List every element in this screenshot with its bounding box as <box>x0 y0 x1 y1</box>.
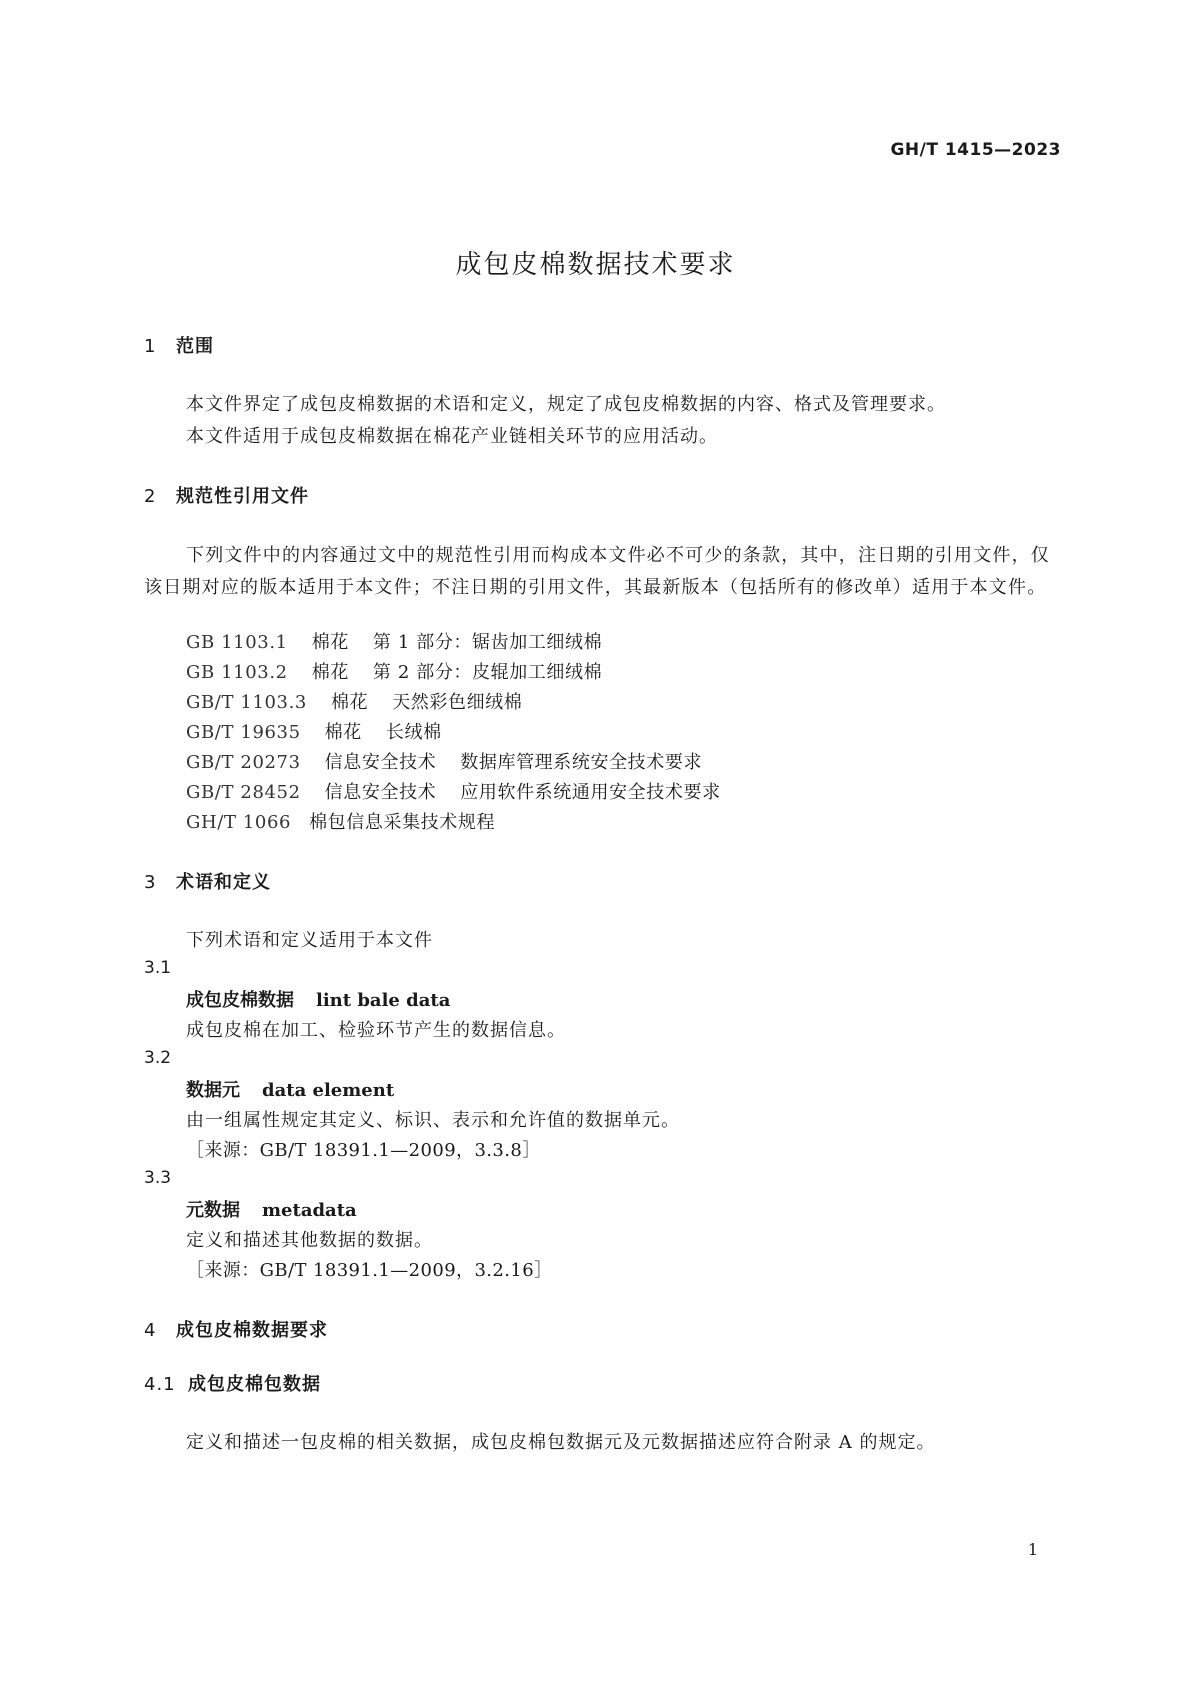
term-number: 3.1 <box>144 958 172 978</box>
term-source: ［来源：GB/T 18391.1—2009，3.3.8］ <box>186 1140 541 1161</box>
document-title: 成包皮棉数据技术要求 <box>455 250 736 280</box>
term-number: 3.3 <box>144 1168 172 1188</box>
paragraph: 定义和描述一包皮棉的相关数据，成包皮棉包数据元及元数据描述应符合附录 A 的规定。 <box>186 1432 936 1453</box>
reference-item <box>186 748 702 774</box>
section-title: 范围 <box>176 336 214 357</box>
reference-part: 第 1 部分：锯齿加工细绒棉 <box>372 632 603 653</box>
reference-part: 应用软件系统通用安全技术要求 <box>460 782 721 803</box>
term-source: ［来源：GB/T 18391.1—2009，3.2.16］ <box>186 1260 553 1281</box>
term-zh: 元数据 <box>186 1200 240 1221</box>
section-title: 规范性引用文件 <box>176 486 309 507</box>
term-definition: 定义和描述其他数据的数据。 <box>186 1230 433 1251</box>
subsection-title: 成包皮棉包数据 <box>188 1374 321 1395</box>
term-zh: 成包皮棉数据 <box>186 990 294 1011</box>
page-number: 1 <box>1027 1540 1038 1559</box>
paragraph: 本文件界定了成包皮棉数据的术语和定义，规定了成包皮棉数据的内容、格式及管理要求。 <box>186 394 946 415</box>
reference-name: 信息安全技术 <box>324 752 437 773</box>
section-title: 术语和定义 <box>176 872 271 893</box>
reference-item <box>186 778 721 804</box>
reference-code: GB 1103.1 <box>186 632 288 653</box>
reference-name: 信息安全技术 <box>324 782 437 803</box>
reference-name: 棉花 <box>311 632 349 653</box>
term-en: data element <box>262 1080 395 1101</box>
reference-code: GB 1103.2 <box>186 662 288 683</box>
section-4-heading <box>144 1316 328 1342</box>
term-zh: 数据元 <box>186 1080 240 1101</box>
reference-part: 长绒棉 <box>385 722 442 743</box>
reference-name: 棉花 <box>311 662 349 683</box>
reference-name: 棉花 <box>324 722 362 743</box>
reference-part: 数据库管理系统安全技术要求 <box>460 752 703 773</box>
section-number: 2 <box>144 486 157 507</box>
reference-code: GH/T 1066 <box>186 812 292 833</box>
paragraph: 下列术语和定义适用于本文件 <box>186 930 433 951</box>
reference-item <box>186 718 442 744</box>
term-heading <box>186 1196 357 1222</box>
section-number: 3 <box>144 872 157 893</box>
reference-name: 棉花 <box>330 692 369 713</box>
subsection-number: 4.1 <box>144 1374 176 1395</box>
reference-item <box>186 628 602 654</box>
section-1-heading <box>144 332 214 358</box>
reference-part: 第 2 部分：皮辊加工细绒棉 <box>372 662 603 683</box>
reference-part: 天然彩色细绒棉 <box>392 692 523 713</box>
reference-item <box>186 808 495 834</box>
reference-item <box>186 688 522 714</box>
section-number: 1 <box>144 336 157 357</box>
reference-code: GB/T 28452 <box>186 782 301 803</box>
section-title: 成包皮棉数据要求 <box>176 1320 328 1341</box>
section-3-heading <box>144 868 271 894</box>
term-heading <box>186 986 450 1012</box>
term-number: 3.2 <box>144 1048 172 1068</box>
term-heading <box>186 1076 394 1102</box>
section-2-heading <box>144 482 309 508</box>
reference-code: GB/T 20273 <box>186 752 301 773</box>
term-en: lint bale data <box>316 990 451 1011</box>
term-definition: 由一组属性规定其定义、标识、表示和允许值的数据单元。 <box>186 1110 680 1131</box>
section-number: 4 <box>144 1320 157 1341</box>
paragraph: 下列文件中的内容通过文中的规范性引用而构成本文件必不可少的条款，其中，注日期的引用文件，仅该日期对应的版本适用于本文件；不注日期的引用文件，其最新版本（包括所有的修改单）适用于本文件。 <box>144 545 1050 598</box>
term-en: metadata <box>262 1200 357 1221</box>
reference-code: GB/T 1103.3 <box>186 692 307 713</box>
paragraph: 本文件适用于成包皮棉数据在棉花产业链相关环节的应用活动。 <box>186 426 718 447</box>
reference-name: 棉包信息采集技术规程 <box>309 812 496 833</box>
reference-item <box>186 658 602 684</box>
subsection-4-1-heading <box>144 1370 321 1396</box>
standard-number: GH/T 1415—2023 <box>890 140 1061 160</box>
reference-code: GB/T 19635 <box>186 722 301 743</box>
term-definition: 成包皮棉在加工、检验环节产生的数据信息。 <box>186 1020 566 1041</box>
